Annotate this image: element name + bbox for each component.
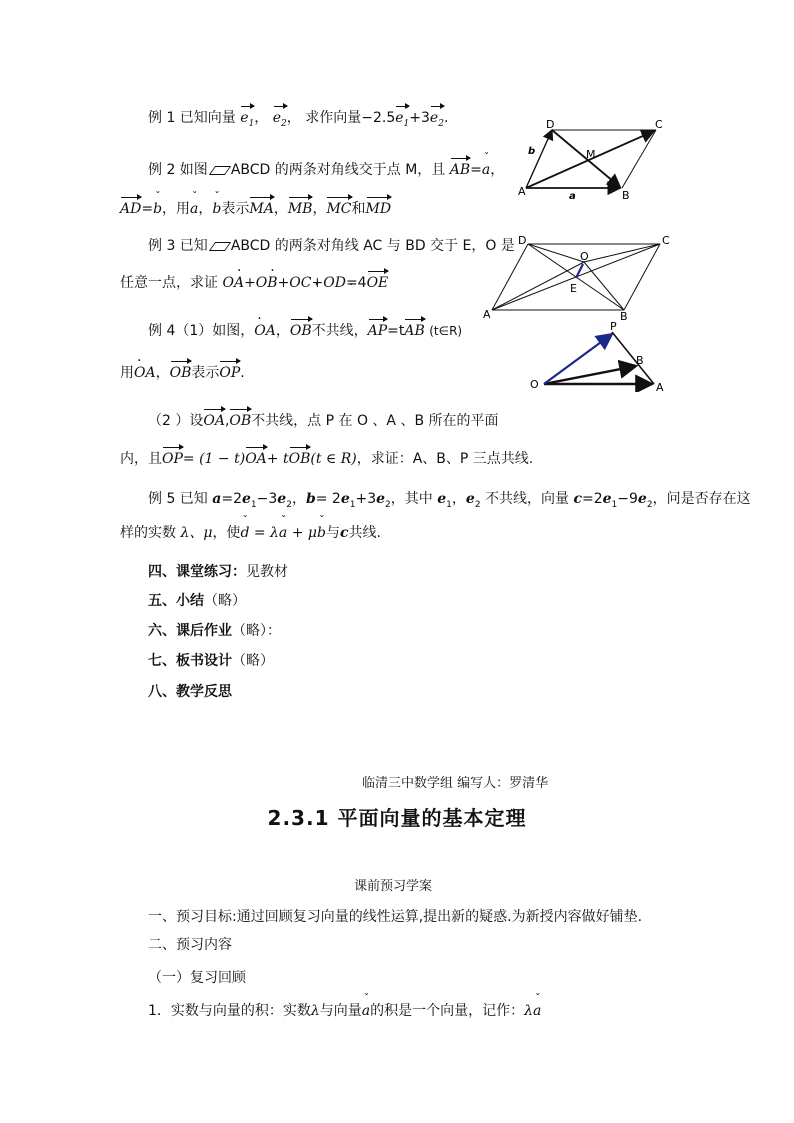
label-p: P — [610, 320, 617, 333]
label-d: D — [546, 118, 555, 131]
parallelogram-symbol — [209, 166, 231, 175]
label-a: A — [518, 185, 526, 198]
review-heading: （一）复习回顾 — [148, 970, 246, 986]
svg-text:B: B — [620, 310, 628, 320]
vector-e2: $e_2$ — [273, 108, 287, 134]
example-4-line-1: 例 4（1）如图，OA ·，OB不共线，AP=tAB (t∈R) — [148, 321, 462, 341]
page-title: 2.3.1 平面向量的基本定理 — [267, 806, 527, 830]
svg-text:O: O — [530, 378, 539, 391]
example-4-line-3: （2 ）设OA,OB不共线，点 P 在 O 、A 、B 所在的平面 — [148, 413, 499, 429]
example-1-line: 例 1 已知向量 $e_1$， $e_2$， 求作向量$-2.5e_1+3e_2$. — [148, 108, 448, 134]
preview-content-heading: 二、预习内容 — [148, 937, 232, 953]
figure-parallelogram-oe — [482, 232, 682, 320]
svg-text:B: B — [636, 354, 644, 367]
svg-text:A: A — [483, 308, 491, 320]
section-7: 七、板书设计（略） — [148, 653, 274, 669]
label-c: C — [655, 118, 663, 131]
vector-e1: $e_1$ — [240, 108, 254, 134]
example-4-line-4: 内，且OP= (1 − t)OA+ tOB(t ∈ R)，求证：A、B、P 三点共线. — [120, 451, 534, 467]
svg-text:D: D — [518, 234, 527, 247]
label-o: O — [580, 250, 589, 263]
example-4-line-2: 用OA ·，OB表示OP. — [120, 363, 245, 383]
preview-goal: 一、预习目标:通过回顾复习向量的线性运算,提出新的疑惑.为新授内容做好铺垫. — [148, 909, 643, 925]
subtitle: 课前预习学案 — [354, 879, 433, 894]
figure-oabp — [528, 320, 668, 392]
preview-item-1: 1．实数与向量的积：实数λ与向量a ˇ的积是一个向量，记作：λa ˇ — [148, 1001, 541, 1021]
example-3-line-2: 任意一点，求证 OA ·+OB ·+OC+OD=4OE — [120, 273, 388, 293]
section-8: 八、教学反思 — [148, 684, 232, 700]
example-3-line-1: 例 3 已知 ABCD 的两条对角线 AC 与 BD 交于 E，O 是 — [148, 238, 515, 254]
figure-parallelogram-m — [514, 118, 674, 200]
label-b: B — [622, 189, 630, 200]
example-2-line-1: 例 2 如图 ABCD 的两条对角线交于点 M，且 AB=a ˇ， — [148, 160, 504, 180]
svg-text:C: C — [662, 234, 670, 247]
section-4: 四、课堂练习：见教材 — [148, 564, 288, 580]
label-m: M — [586, 148, 596, 161]
example-2-line-2: AD=b ˇ，用a ˇ，b ˇ表示MA，MB，MC和MD — [120, 199, 391, 219]
section-5: 五、小结（略） — [148, 593, 246, 609]
example-5-line-1: 例 5 已知 $a=2e_1-3e_2$，$b= 2e_1+3e_2$，其中 $e_1$，$e_2$ 不共线，向量 $c=2e_1-9e_2$，问是否存在这 — [148, 491, 751, 510]
label-e: E — [570, 282, 577, 295]
svg-text:A: A — [656, 381, 664, 392]
example-5-line-2: 样的实数 λ、μ，使d ˇ = λa ˇ + μb ˇ与c共线. — [120, 523, 381, 543]
label-a-vector: a — [569, 191, 576, 200]
label-b-vector: b — [528, 146, 536, 157]
author-line: 临清三中数学组 编写人：罗清华 — [362, 776, 549, 791]
section-6: 六、课后作业（略）： — [148, 623, 281, 639]
